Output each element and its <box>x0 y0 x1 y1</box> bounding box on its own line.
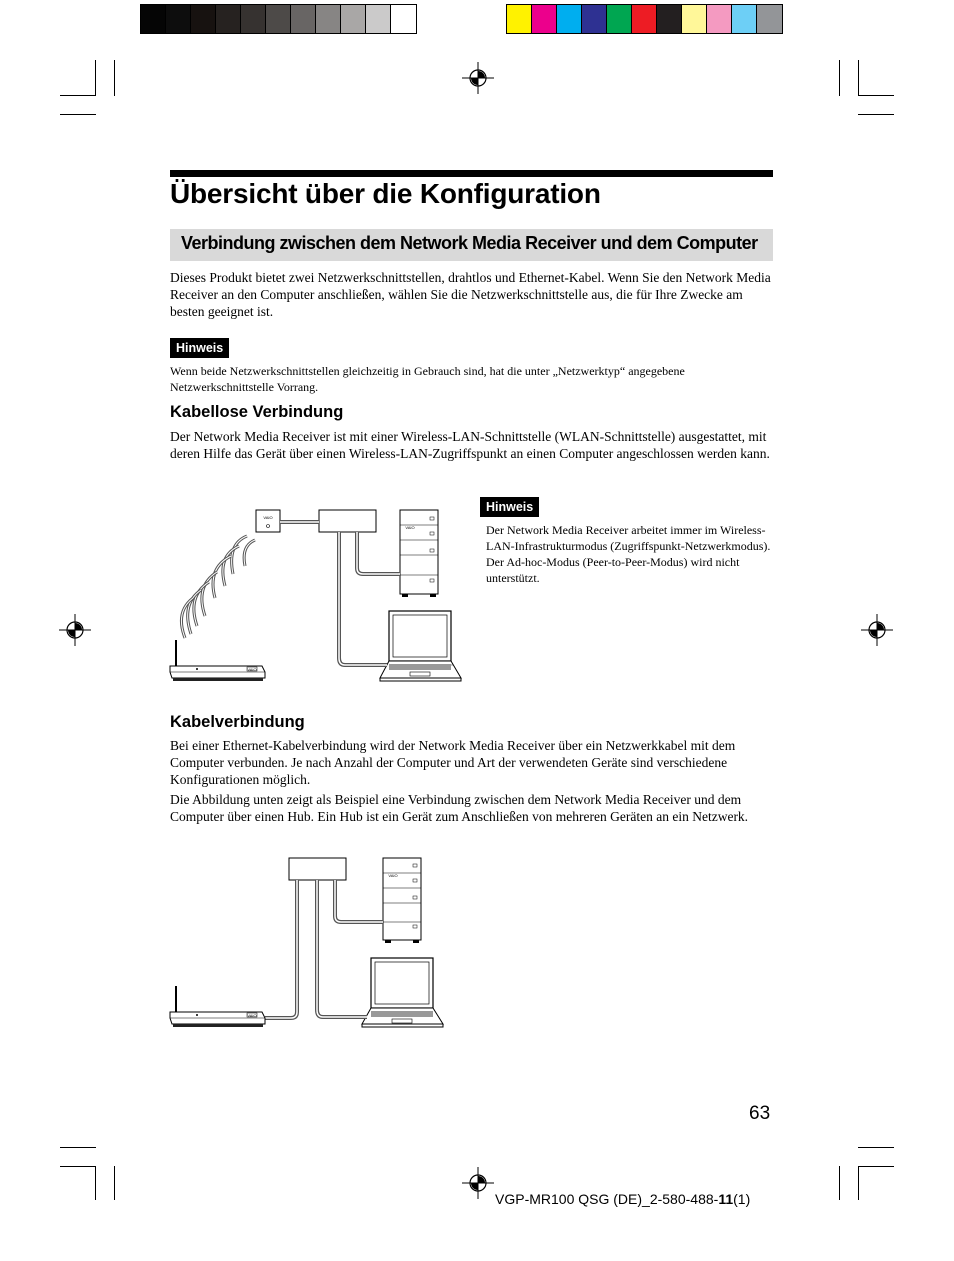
section-title: Verbindung zwischen dem Network Media Receiver und dem Computer <box>181 233 758 253</box>
wired-connection-diagram <box>165 850 455 1035</box>
hub-device <box>289 858 346 880</box>
footer-doc-id: VGP-MR100 QSG (DE)_2-580-488-11(1) <box>495 1191 751 1207</box>
color-swatch <box>707 5 732 33</box>
color-swatch <box>582 5 607 33</box>
gray-swatch <box>266 5 291 33</box>
registration-target-left <box>59 614 91 646</box>
hinweis-text-1: Wenn beide Netzwerkschnittstellen gleichzeitig in Gebrauch sind, hat die unter „Netzwerktyp“ angegebene Netzwerkschnittstelle Vorrang. <box>170 364 685 394</box>
wireless-paragraph: Der Network Media Receiver ist mit einer Wireless-LAN-Schnittstelle (WLAN-Schnittstelle) ausgestattet, mit deren Hilfe das Gerät über einen Wireless-LAN-Zugriffspunkt an einen Computer angeschlossen werden kann. <box>170 429 770 461</box>
hinweis-text-2: Der Network Media Receiver arbeitet immer im Wireless-LAN-Infrastrukturmodus (Zugriffspunkt-Netzwerkmodus). Der Ad-hoc-Modus (Peer-to-Peer-Modus) wird nicht unterstützt. <box>486 523 771 585</box>
color-registration-strip <box>506 4 783 34</box>
vaio-logo: VAIO <box>405 525 415 530</box>
registration-target-bottom <box>462 1167 494 1199</box>
access-point-device <box>256 510 280 532</box>
registration-target-right <box>861 614 893 646</box>
color-swatch <box>532 5 557 33</box>
vaio-logo: VAIO <box>247 667 257 672</box>
gray-swatch <box>316 5 341 33</box>
gray-swatch <box>366 5 391 33</box>
intro-paragraph: Dieses Produkt bietet zwei Netzwerkschnittstellen, drahtlos und Ethernet-Kabel. Wenn Sie den Network Media Receiver an den Computer anschließen, wählen Sie die Netzwerkschnittstelle aus, die für Ihre Zwecke am besten geeignet ist. <box>170 270 771 319</box>
grayscale-registration-strip <box>140 4 417 34</box>
gray-swatch <box>141 5 166 33</box>
gray-swatch <box>241 5 266 33</box>
wired-heading: Kabelverbindung <box>170 713 305 731</box>
color-swatch <box>757 5 782 33</box>
vaio-logo: VAIO <box>247 1013 257 1018</box>
color-swatch <box>507 5 532 33</box>
vaio-logo: VAIO <box>263 515 273 520</box>
hinweis-badge-1: Hinweis <box>170 338 229 358</box>
hinweis-badge-2: Hinweis <box>480 497 539 517</box>
color-swatch <box>557 5 582 33</box>
gray-swatch <box>191 5 216 33</box>
network-media-receiver-icon <box>170 986 265 1027</box>
hub-device <box>319 510 376 532</box>
wired-paragraph-2: Die Abbildung unten zeigt als Beispiel eine Verbindung zwischen dem Network Media Receiver und dem Computer über einen Hub. Ein Hub ist ein Gerät zum Anschließen von mehreren Geräten an ein Netzwerk. <box>170 792 749 824</box>
color-swatch <box>657 5 682 33</box>
gray-swatch <box>391 5 416 33</box>
wireless-connection-diagram <box>165 500 475 690</box>
wireless-waves-icon <box>181 536 255 638</box>
gray-swatch <box>166 5 191 33</box>
color-swatch <box>632 5 657 33</box>
wired-paragraph-1: Bei einer Ethernet-Kabelverbindung wird der Network Media Receiver über ein Netzwerkkabel mit dem Computer verbunden. Je nach Anzahl der Computer und Art der verwendeten Geräte sind verschiedene Konfigurationen möglich. <box>170 738 736 787</box>
wireless-heading: Kabellose Verbindung <box>170 403 344 421</box>
laptop-computer-icon <box>380 611 461 681</box>
gray-swatch <box>216 5 241 33</box>
registration-target-top <box>462 62 494 94</box>
title-rule <box>170 170 773 177</box>
network-media-receiver-icon <box>170 640 265 681</box>
gray-swatch <box>341 5 366 33</box>
vaio-logo: VAIO <box>388 873 398 878</box>
desktop-computer-icon <box>400 510 438 597</box>
page-title: Übersicht über die Konfiguration <box>170 178 601 209</box>
color-swatch <box>732 5 757 33</box>
desktop-computer-icon <box>383 858 421 943</box>
gray-swatch <box>291 5 316 33</box>
color-swatch <box>682 5 707 33</box>
page-number: 63 <box>749 1103 771 1124</box>
color-swatch <box>607 5 632 33</box>
laptop-computer-icon <box>362 958 443 1027</box>
